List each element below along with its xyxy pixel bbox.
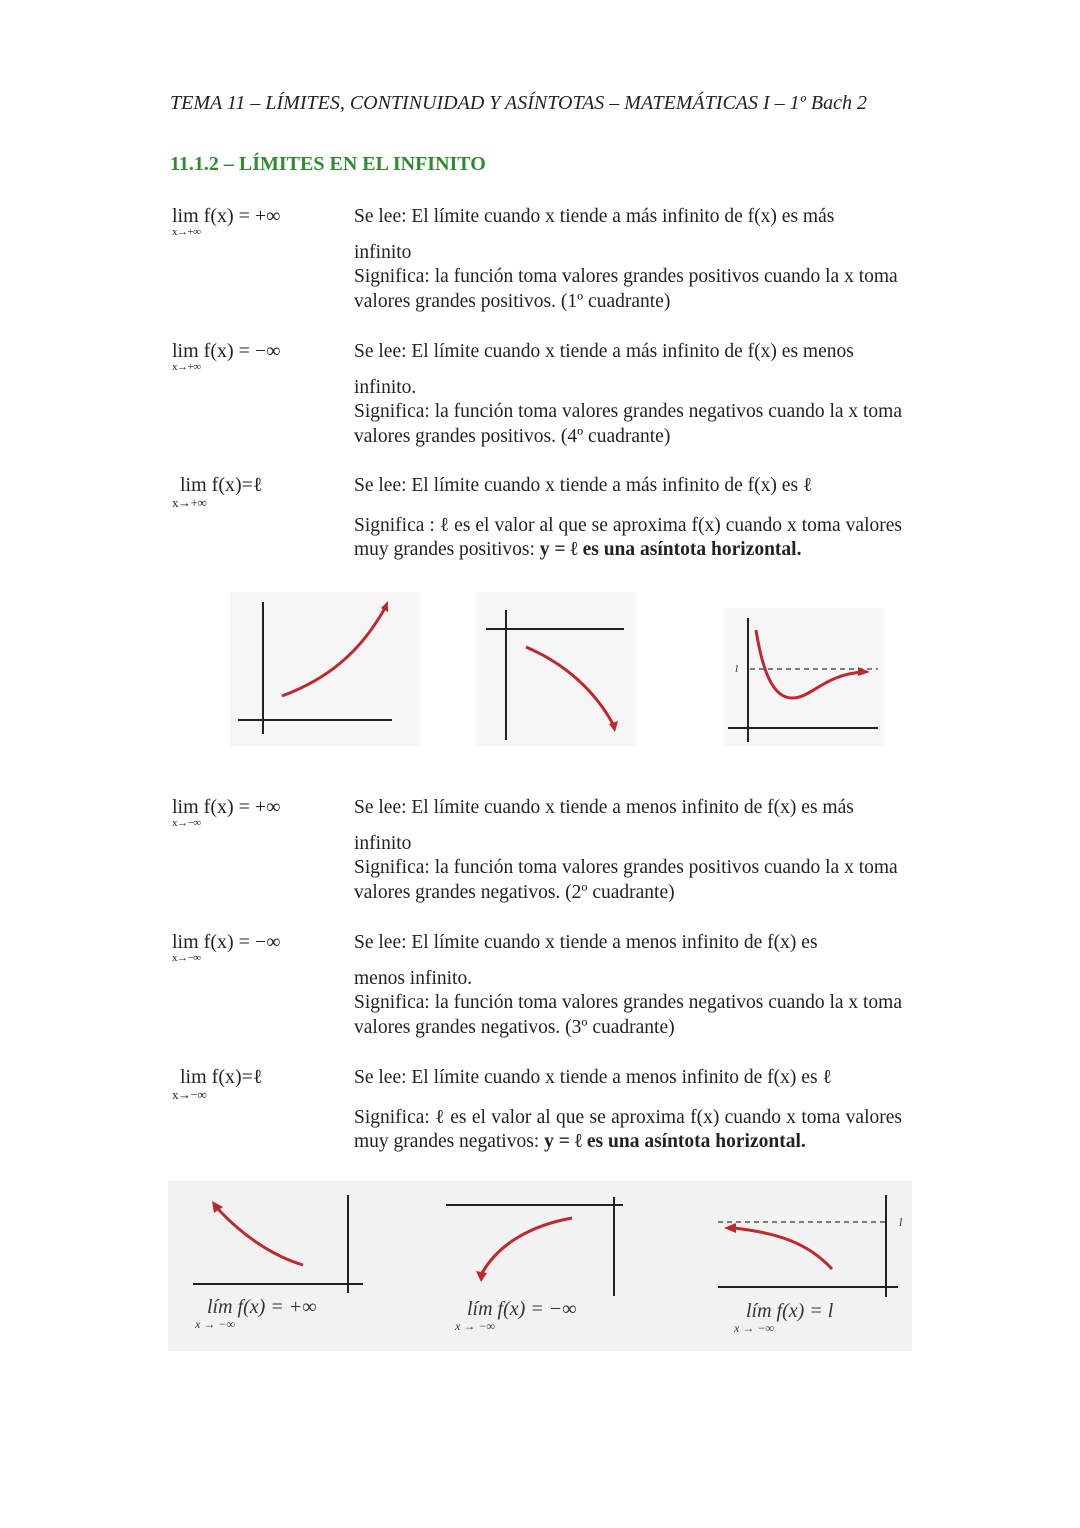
read-text-cont: infinito [354,832,412,854]
meaning-text: Significa: la función toma valores grandes positivos cuando la x toma valores grandes negativos. (2º cuadrante) [354,857,898,903]
limit-description [354,1066,902,1155]
meaning-plain: Significa: ℓ es el valor al que se aproxima f(x) cuando x toma valores muy grandes negativos: [354,1106,902,1152]
limit-formula: lim f(x)=ℓ [180,474,263,496]
caption-formula: lím f(x) = +∞ [207,1296,317,1318]
limit-description [354,931,914,1040]
read-text: Se lee: El límite cuando x tiende a más infinito de f(x) es más [354,206,835,227]
caption-subscript: x → −∞ [734,1321,774,1335]
meaning-text [354,514,902,563]
read-text: Se lee: El límite cuando x tiende a menos infinito de f(x) es [354,932,818,953]
figure-background [230,592,420,746]
limit-expression [172,340,280,373]
graph-plus-inf-to-plus-inf [230,592,420,746]
graph-plus-inf-to-l [724,608,884,746]
graph-caption [455,1298,577,1334]
limit-description [354,340,914,449]
limit-subscript: x→+∞ [172,226,201,238]
limit-expression [172,1066,263,1103]
limit-subscript: x→−∞ [172,1087,207,1102]
graph-caption [734,1300,834,1336]
section-title: 11.1.2 – LÍMITES EN EL INFINITO [170,153,486,175]
limit-description [354,205,914,314]
read-text: Se lee: El límite cuando x tiende a más infinito de f(x) es ℓ [354,475,813,496]
meaning-text: Significa: la función toma valores grandes negativos cuando la x toma valores grandes positivos. (4º cuadrante) [354,401,903,447]
meaning-text: Significa: la función toma valores grandes negativos cuando la x toma valores grandes negativos. (3º cuadrante) [354,992,903,1038]
limit-formula: lim f(x)=ℓ [180,1066,263,1088]
limit-formula: lim f(x) = +∞ [172,205,281,227]
read-text: Se lee: El límite cuando x tiende a más infinito de f(x) es menos [354,341,854,362]
limit-expression [172,205,280,238]
read-text-cont: infinito. [354,376,417,398]
limit-description [354,796,914,905]
meaning-bold: y = ℓ es una asíntota horizontal. [539,539,802,560]
limit-subscript: x→+∞ [172,495,207,510]
limit-formula: lim f(x) = −∞ [172,340,281,362]
caption-formula: lím f(x) = −∞ [467,1298,577,1320]
limit-subscript: x→+∞ [172,361,201,373]
meaning-text [354,1106,902,1155]
limit-subscript: x→−∞ [172,952,201,964]
limit-expression [172,931,280,964]
limit-subscript: x→−∞ [172,817,201,829]
read-text-cont: menos infinito. [354,967,473,989]
graph-plus-inf-to-minus-inf [476,592,636,746]
caption-subscript: x → −∞ [195,1317,235,1331]
meaning-text: Significa: la función toma valores grandes positivos cuando la x toma valores grandes positivos. (1º cuadrante) [354,266,898,312]
read-text-cont: infinito [354,241,412,263]
caption-formula: lím f(x) = l [746,1300,834,1322]
limit-formula: lim f(x) = +∞ [172,796,281,818]
read-text: Se lee: El límite cuando x tiende a menos infinito de f(x) es más [354,797,854,818]
limit-expression [172,796,280,829]
meaning-plain: Significa : ℓ es el valor al que se aproxima f(x) cuando x toma valores muy grandes positivos: [354,514,902,560]
page-header: TEMA 11 – LÍMITES, CONTINUIDAD Y ASÍNTOTAS – MATEMÁTICAS I – 1º Bach 2 [170,92,867,114]
meaning-bold: y = ℓ es una asíntota horizontal. [544,1131,806,1152]
asymptote-label: l [899,1215,903,1229]
limit-description [354,474,902,563]
asymptote-label: l [735,663,739,675]
limit-formula: lim f(x) = −∞ [172,931,281,953]
limit-expression [172,474,263,511]
graph-caption [195,1296,317,1332]
caption-subscript: x → −∞ [455,1319,495,1333]
read-text: Se lee: El límite cuando x tiende a menos infinito de f(x) es ℓ [354,1067,832,1088]
